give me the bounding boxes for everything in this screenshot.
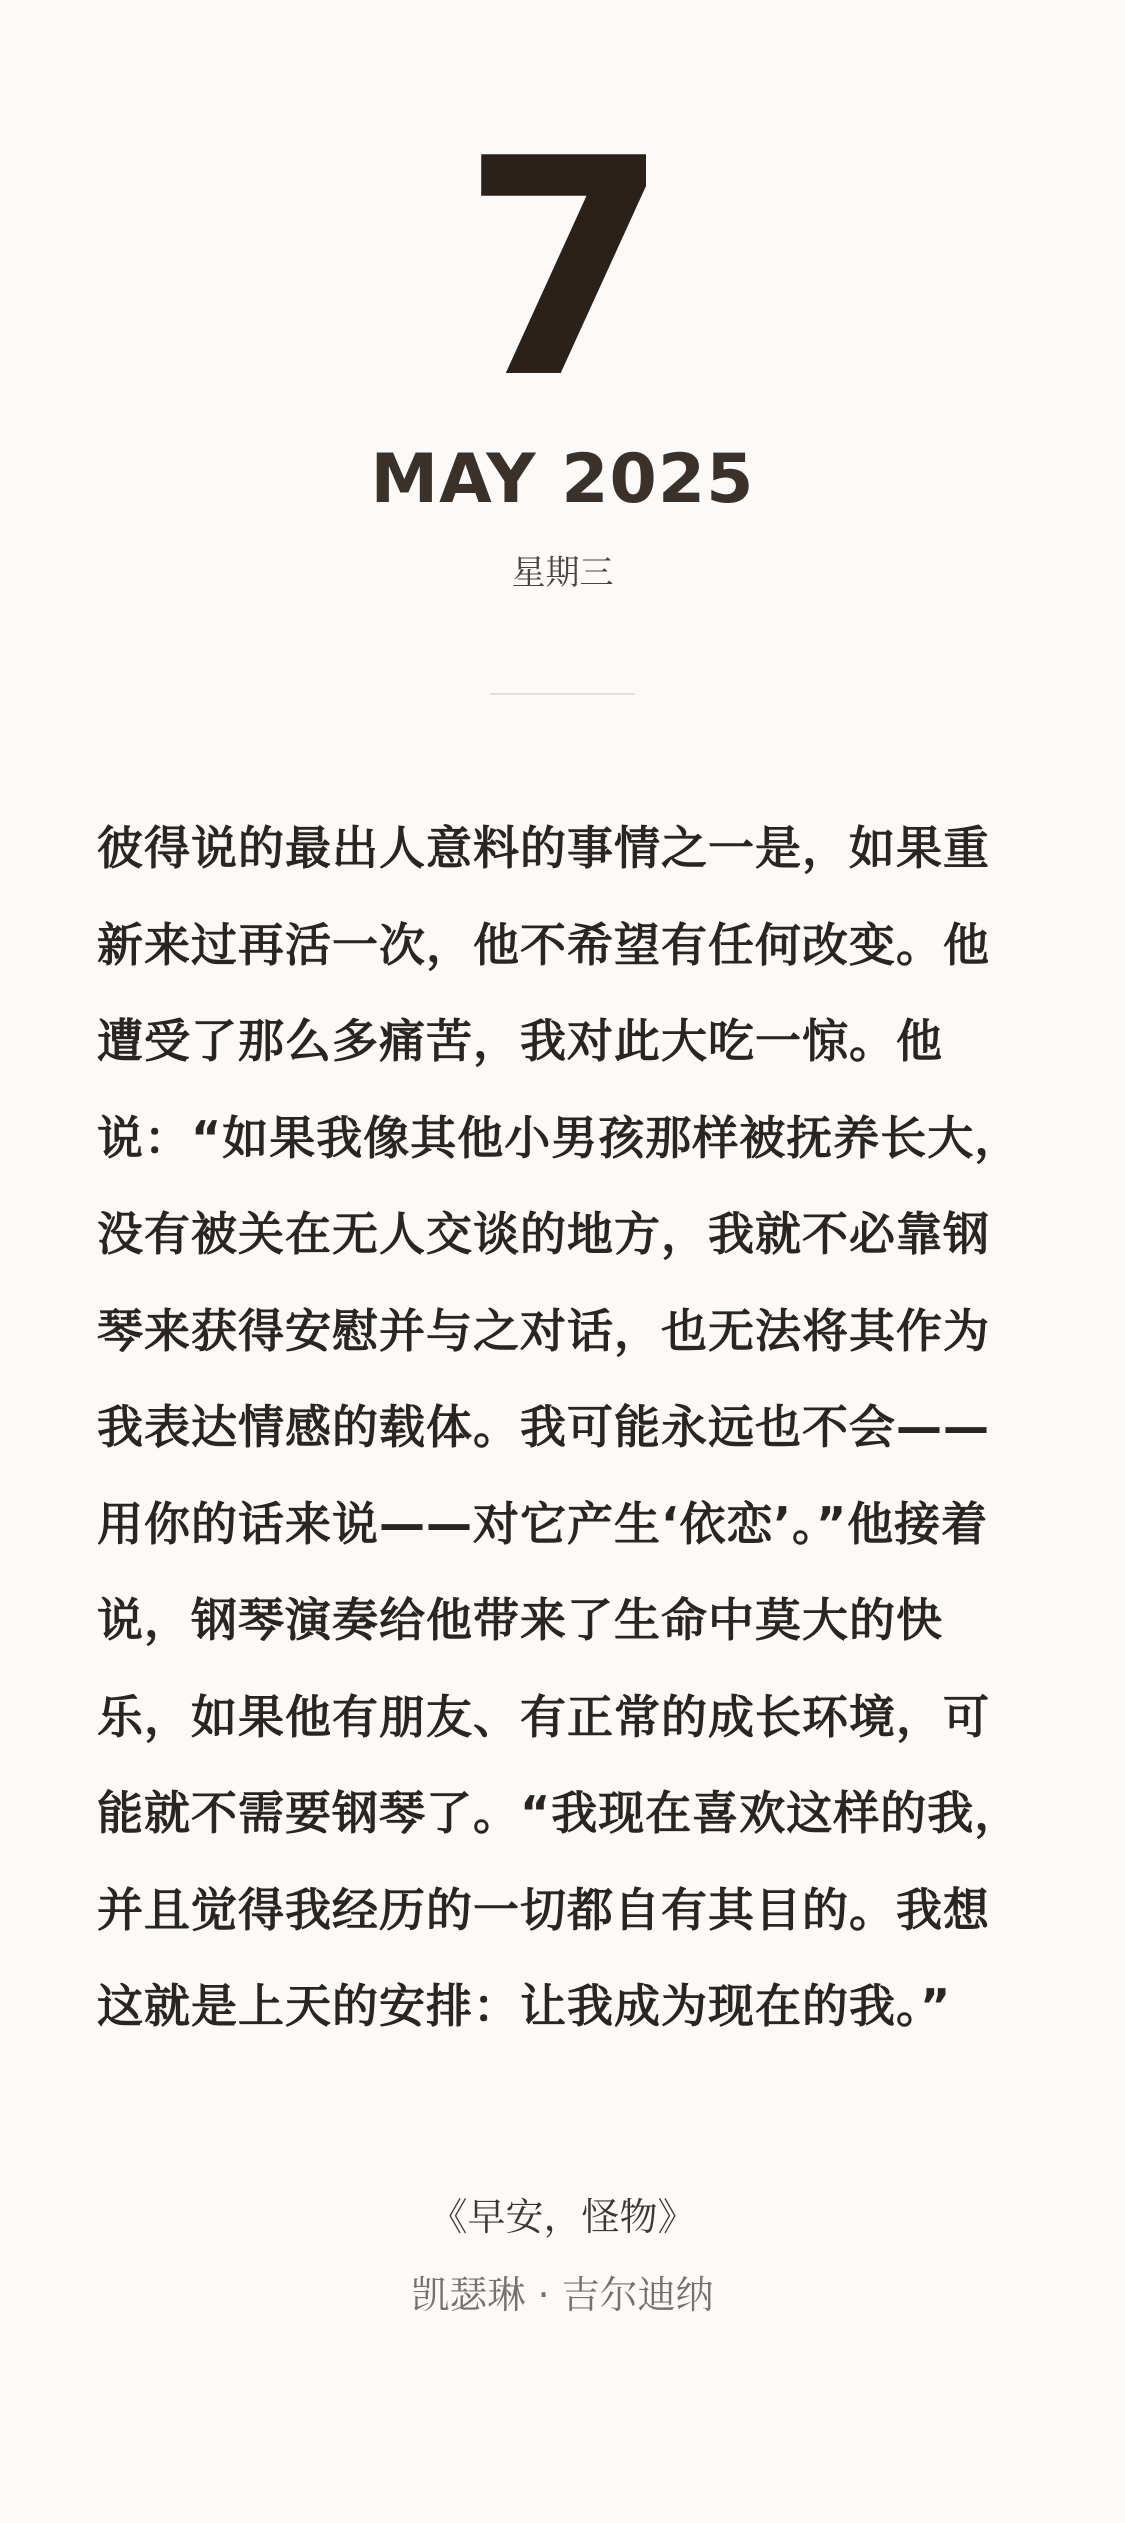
source-book-title: 《早安，怪物》 — [429, 2195, 696, 2239]
date-day: 7 — [461, 95, 664, 444]
date-weekday: 星期三 — [511, 553, 614, 593]
source-author: 凯瑟琳 · 吉尔迪纳 — [411, 2273, 714, 2317]
date-month-year: MAY 2025 — [370, 440, 755, 519]
divider — [490, 693, 635, 695]
quote-text: 彼得说的最出人意料的事情之一是，如果重新来过再活一次，他不希望有任何改变。他遭受了那么多痛苦，我对此大吃一惊。他说：“如果我像其他小男孩那样被抚养长大，没有被关在无人交谈的地方，我就不必靠钢琴来获得安慰并与之对话，也无法将其作为我表达情感的载体。我可能永远也不会——用你的话来说——对它产生‘依恋’。”他接着说，钢琴演奏给他带来了生命中莫大的快乐，如果他有朋友、有正常的成长环境，可能就不需要钢琴了。“我现在喜欢这样的我，并且觉得我经历的一切都自有其目的。我想这就是上天的安排：让我成为现在的我。” — [97, 821, 1022, 2033]
